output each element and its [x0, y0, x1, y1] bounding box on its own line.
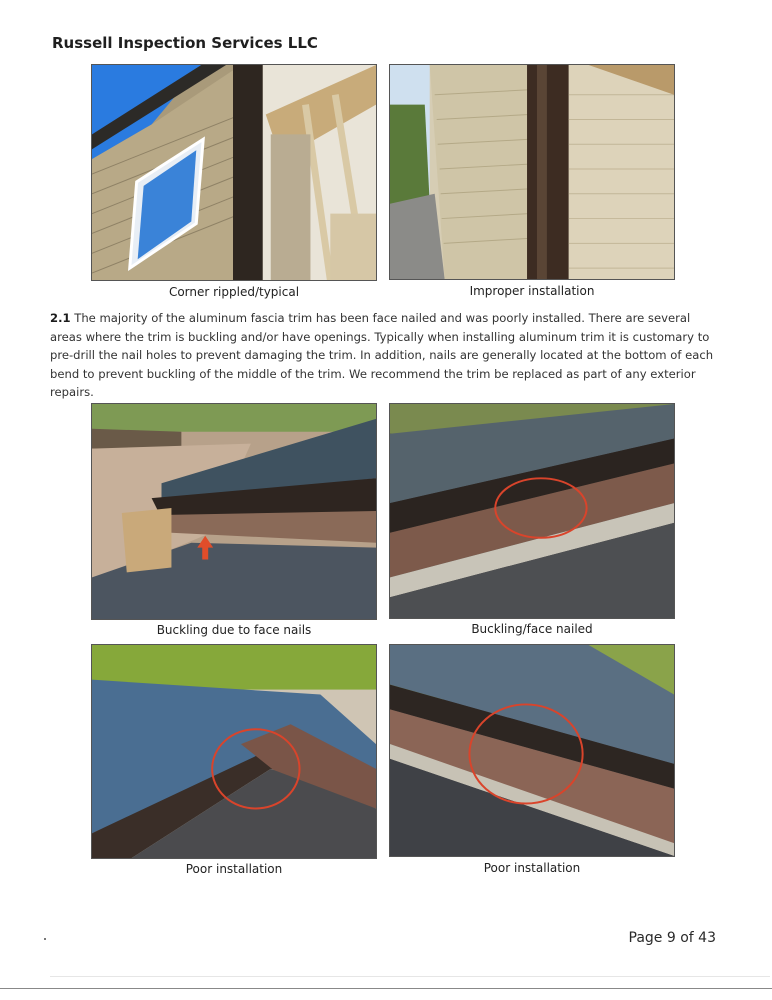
- photo-caption: Poor installation: [483, 861, 581, 875]
- photo-caption: Buckling due to face nails: [156, 623, 312, 637]
- section-number: 2.1: [50, 311, 71, 325]
- photo-improper-installation: [389, 64, 675, 280]
- photo-poor-installation-1: [91, 644, 377, 859]
- scan-line: [50, 976, 770, 977]
- section-text: The majority of the aluminum fascia trim has been face nailed and was poorly installed. There are several areas where the trim is buckling and/or have openings. Typically when installing aluminum trim it is customary to pre-drill the nail holes to prevent damaging the trim. In addition, nails are generally located at the bottom of each bend to prevent buckling of the middle of the trim. We recommend the trim be replaced as part of any exterior repairs.: [50, 311, 714, 399]
- photo-buckling-face-nailed: [389, 403, 675, 619]
- photo-poor-installation-2: [389, 644, 675, 857]
- scan-dot: [44, 938, 46, 940]
- footer-rule: [0, 988, 772, 989]
- company-header: Russell Inspection Services LLC: [52, 34, 318, 52]
- photo-buckling-face-nails: [91, 403, 377, 620]
- section-paragraph: [50, 309, 720, 402]
- photo-caption: Corner rippled/typical: [168, 285, 300, 299]
- page-number: Page 9 of 43: [628, 930, 716, 946]
- photo-caption: Improper installation: [469, 284, 595, 298]
- photo-corner-rippled: [91, 64, 377, 281]
- photo-caption: Poor installation: [185, 862, 283, 876]
- photo-caption: Buckling/face nailed: [471, 622, 593, 636]
